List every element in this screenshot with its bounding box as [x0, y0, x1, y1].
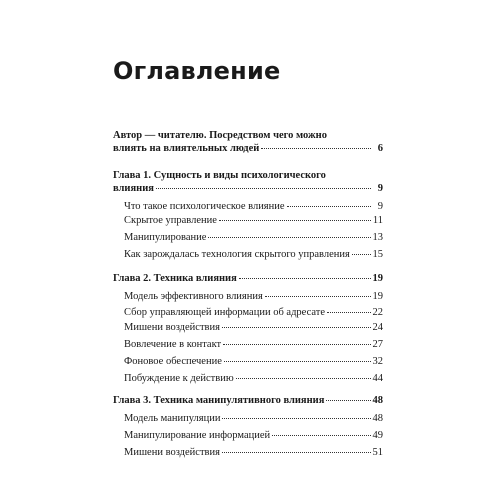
toc-entry-text: Фоновое обеспечение [124, 356, 222, 367]
toc-entry-section [124, 214, 383, 227]
toc-entry-section [124, 338, 383, 351]
toc-entry-text: Автор — читателю. Посредством чего можно [113, 130, 327, 141]
toc-page-number: 9 [377, 201, 383, 212]
toc-entry-text: Манипулирование [124, 232, 207, 243]
toc-page-number: 19 [372, 291, 383, 302]
dot-leader [222, 327, 371, 328]
toc-page-number: 6 [377, 143, 383, 154]
toc-entry-chapter-1 [113, 169, 383, 195]
toc-entry-text: Скрытое управление [124, 215, 217, 226]
toc-entry-section [124, 446, 383, 459]
dot-leader [239, 278, 371, 279]
toc-entry-text: Глава 2. Техника влияния [113, 273, 237, 284]
toc-entry-text: Модель манипуляции [124, 413, 221, 424]
toc-entry-text: Как зарождалась технология скрытого управления [124, 249, 350, 260]
toc-entry-section [124, 231, 383, 244]
dot-leader [222, 452, 371, 453]
toc-entry-section [124, 372, 383, 385]
toc-entry-text: Глава 3. Техника манипулятивного влияния [113, 395, 325, 406]
dot-leader [223, 344, 370, 345]
page-title: Оглавление [113, 57, 281, 85]
toc-page-number: 49 [372, 430, 383, 441]
toc-entry-chapter-3 [113, 394, 383, 407]
toc-page-number: 9 [377, 183, 383, 194]
toc-page-number: 15 [372, 249, 383, 260]
dot-leader [265, 296, 371, 297]
dot-leader [272, 435, 370, 436]
toc-entry-text: Побуждение к действию [124, 373, 234, 384]
toc-entry-section [124, 290, 383, 303]
toc-entry-author-preface [113, 129, 383, 155]
toc-page-number: 48 [372, 413, 383, 424]
toc-page-number: 24 [372, 322, 383, 333]
toc-page-number: 27 [372, 339, 383, 350]
dot-leader [236, 378, 371, 379]
toc-entry-text: Глава 1. Сущность и виды психологического [113, 170, 326, 181]
toc-page-number: 11 [372, 215, 383, 226]
dot-leader [352, 254, 371, 255]
toc-entry-section [124, 200, 383, 213]
dot-leader [261, 148, 371, 149]
toc-page-number: 22 [372, 307, 383, 318]
dot-leader [222, 418, 370, 419]
dot-leader [326, 400, 370, 401]
toc-page-number: 32 [372, 356, 383, 367]
toc-entry-text: влиять на влиятельных людей [113, 143, 260, 154]
toc-entry-text: Мишени воздействия [124, 322, 220, 333]
toc-page-number: 44 [372, 373, 383, 384]
toc-entry-text: Сбор управляющей информации об адресате [124, 307, 326, 318]
toc-entry-section [124, 412, 383, 425]
dot-leader [208, 237, 370, 238]
dot-leader [156, 188, 371, 189]
toc-entry-section [124, 321, 383, 334]
toc-page-number: 48 [372, 395, 383, 406]
toc-entry-text: влияния [113, 183, 154, 194]
toc-entry-section [124, 306, 383, 319]
dot-leader [287, 206, 371, 207]
toc-entry-section [124, 355, 383, 368]
toc-entry-text: Мишени воздействия [124, 447, 220, 458]
toc-entry-section [124, 429, 383, 442]
dot-leader [224, 361, 371, 362]
toc-entry-text: Манипулирование информацией [124, 430, 271, 441]
toc-page-number: 51 [372, 447, 383, 458]
toc-entry-chapter-2 [113, 272, 383, 285]
toc-entry-section [124, 248, 383, 261]
dot-leader [327, 312, 370, 313]
toc-entry-text: Модель эффективного влияния [124, 291, 263, 302]
toc-entry-text: Вовлечение в контакт [124, 339, 222, 350]
toc-page-number: 13 [372, 232, 383, 243]
toc-entry-text: Что такое психологическое влияние [124, 201, 285, 212]
dot-leader [219, 220, 371, 221]
toc-page-number: 19 [372, 273, 383, 284]
